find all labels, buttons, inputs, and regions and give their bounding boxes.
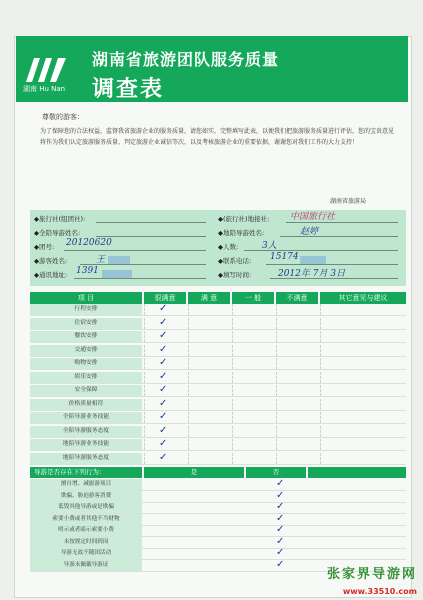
rating-cell[interactable] bbox=[144, 358, 189, 369]
watermark-title: 张家界导游网 bbox=[326, 567, 417, 582]
rating-cell[interactable] bbox=[232, 426, 277, 437]
rating-cell[interactable] bbox=[232, 304, 277, 315]
checkmark-icon: ✓ bbox=[276, 524, 285, 535]
row-label: 欺骗、胁迫游客消费 bbox=[30, 491, 142, 502]
phone-value[interactable]: 15174 bbox=[270, 252, 299, 262]
group-no-label: ◆团号: bbox=[34, 243, 55, 251]
rating-cell[interactable] bbox=[320, 439, 407, 450]
rating-cell[interactable] bbox=[188, 358, 233, 369]
watermark-url: www.33510.com bbox=[342, 587, 417, 596]
row-label: 住宿安排 bbox=[30, 318, 142, 329]
title-line2: 调查表 bbox=[92, 77, 165, 102]
rating-cell[interactable] bbox=[188, 345, 233, 356]
rating-cell[interactable] bbox=[144, 385, 189, 396]
logo-caption: 湖南 Hu Nan bbox=[23, 85, 66, 93]
group-no-line bbox=[64, 250, 206, 251]
local-guide-label: ◆地陪导游姓名: bbox=[218, 229, 265, 237]
fill-date-line bbox=[270, 278, 398, 279]
rating-cell[interactable] bbox=[276, 372, 321, 383]
checkmark-icon: ✓ bbox=[276, 512, 285, 524]
rating-cell[interactable] bbox=[276, 412, 321, 423]
table-row bbox=[30, 525, 406, 537]
full-guide-field[interactable] bbox=[96, 236, 206, 237]
col-item: 项 目 bbox=[30, 292, 142, 304]
rating-cell[interactable] bbox=[144, 372, 189, 383]
rating-cell[interactable] bbox=[232, 399, 277, 410]
checkmark-icon: ✓ bbox=[159, 357, 168, 368]
table-row bbox=[30, 412, 406, 424]
col-average: 一 般 bbox=[232, 292, 274, 304]
checkmark-icon: ✓ bbox=[276, 558, 285, 570]
people-count-label: ◆人数: bbox=[218, 243, 239, 251]
local-agency-value[interactable]: 中国旅行社 bbox=[290, 212, 336, 222]
checkmark-icon: ✓ bbox=[159, 438, 168, 449]
rating-cell[interactable] bbox=[188, 331, 233, 342]
checkmark-icon: ✓ bbox=[159, 370, 168, 382]
rating-cell[interactable] bbox=[276, 399, 321, 410]
address-line bbox=[74, 278, 206, 279]
rating-cell[interactable] bbox=[188, 453, 233, 464]
rating-cell[interactable] bbox=[320, 412, 407, 423]
rating-cell[interactable] bbox=[276, 426, 321, 437]
tourist-name-label: ◆游客姓名: bbox=[34, 257, 68, 265]
title-line1: 湖南省旅游团队服务质量 bbox=[92, 50, 280, 69]
table-row bbox=[30, 439, 406, 451]
rating-cell[interactable] bbox=[320, 331, 407, 342]
row-label: 导游无故不随团活动 bbox=[30, 548, 142, 559]
table-row bbox=[30, 491, 406, 503]
rating-cell[interactable] bbox=[188, 426, 233, 437]
rating-cell[interactable] bbox=[232, 439, 277, 450]
rating-cell[interactable] bbox=[320, 399, 407, 410]
col-blank bbox=[308, 467, 406, 478]
rating-cell[interactable] bbox=[320, 372, 407, 383]
col-yes: 是 bbox=[144, 467, 244, 478]
col-very-satisfied: 很满意 bbox=[144, 292, 186, 304]
rating-cell[interactable] bbox=[276, 453, 321, 464]
rating-cell[interactable] bbox=[276, 358, 321, 369]
checkmark-icon: ✓ bbox=[276, 535, 285, 547]
table-row bbox=[30, 502, 406, 514]
rating-cell[interactable] bbox=[188, 304, 233, 315]
local-agency-line bbox=[286, 222, 398, 223]
checkmark-icon: ✓ bbox=[276, 501, 285, 512]
checkmark-icon: ✓ bbox=[276, 547, 285, 558]
phone-label: ◆联系电话: bbox=[218, 257, 252, 265]
rating-cell[interactable] bbox=[276, 439, 321, 450]
table-row bbox=[30, 358, 406, 370]
tourist-name-value[interactable]: 王 bbox=[96, 255, 106, 265]
signature: 湖南省旅游局 bbox=[330, 198, 367, 205]
org-agency-field[interactable] bbox=[96, 222, 206, 223]
greeting: 尊敬的游客： bbox=[42, 113, 84, 121]
people-count-value[interactable]: 3人 bbox=[262, 241, 277, 251]
tourist-name-line bbox=[80, 264, 206, 265]
table-row bbox=[30, 399, 406, 411]
people-count-line bbox=[244, 250, 398, 251]
table-row bbox=[30, 331, 406, 343]
row-label: 诋毁其他导游或是欺骗 bbox=[30, 502, 142, 513]
rating-cell[interactable] bbox=[144, 426, 189, 437]
checkmark-icon: ✓ bbox=[276, 478, 285, 489]
behavior-header: 导游是否存在下列行为： bbox=[30, 467, 142, 478]
org-agency-label: ◆旅行社(组团社): bbox=[34, 215, 86, 223]
table-row bbox=[30, 514, 406, 526]
checkmark-icon: ✓ bbox=[159, 424, 168, 436]
redaction-mark bbox=[300, 256, 326, 264]
rating-cell[interactable] bbox=[276, 318, 321, 329]
rating-cell[interactable] bbox=[320, 345, 407, 356]
row-label: 全陪导游业务技能 bbox=[30, 412, 142, 423]
checkmark-icon: ✓ bbox=[276, 489, 285, 501]
checkmark-icon: ✓ bbox=[159, 451, 168, 463]
table-row bbox=[30, 318, 406, 330]
rating-cell[interactable] bbox=[276, 345, 321, 356]
table-row bbox=[30, 426, 406, 438]
rating-cell[interactable] bbox=[144, 304, 189, 315]
row-label: 擅自增、减旅游项目 bbox=[30, 479, 142, 490]
redaction-mark bbox=[102, 270, 132, 278]
table-row bbox=[30, 479, 406, 491]
group-no-value[interactable]: 20120620 bbox=[66, 238, 112, 248]
row-label: 明示或者暗示索要小费 bbox=[30, 525, 142, 536]
rating-cell[interactable] bbox=[144, 439, 189, 450]
rating-cell[interactable] bbox=[276, 304, 321, 315]
rating-cell[interactable] bbox=[144, 399, 189, 410]
col-unsatisfied: 不满意 bbox=[276, 292, 318, 304]
rating-cell[interactable] bbox=[144, 318, 189, 329]
rating-cell[interactable] bbox=[188, 439, 233, 450]
fill-date-label: ◆填写时间: bbox=[218, 271, 252, 279]
local-agency-label: ◆(旅行社)地接社: bbox=[218, 215, 270, 223]
row-label: 全陪导游服务态度 bbox=[30, 426, 142, 437]
redaction-mark bbox=[108, 256, 130, 264]
table-row bbox=[30, 304, 406, 316]
rating-cell[interactable] bbox=[144, 412, 189, 423]
row-label: 购物安排 bbox=[30, 358, 142, 369]
rating-cell[interactable] bbox=[232, 318, 277, 329]
row-label: 地陪导游服务态度 bbox=[30, 453, 142, 464]
rating-cell[interactable] bbox=[188, 318, 233, 329]
rating-cell[interactable] bbox=[188, 412, 233, 423]
rating-cell[interactable] bbox=[320, 426, 407, 437]
col-satisfied: 满 意 bbox=[188, 292, 230, 304]
checkmark-icon: ✓ bbox=[159, 384, 168, 395]
rating-cell[interactable] bbox=[144, 453, 189, 464]
rating-cell[interactable] bbox=[144, 345, 189, 356]
address-value[interactable]: 1391 bbox=[76, 266, 99, 276]
row-label: 地陪导游业务技能 bbox=[30, 439, 142, 450]
rating-cell[interactable] bbox=[276, 385, 321, 396]
intro-paragraph: 为了保障您的合法权益，监督我省旅游企业的服务质量，请您如实、完整填写此表，以便我们把旅游服务质量进行评估，您的宝贵意见将作为我们认定旅游服务质量、判定旅游企业诚信等次、以及考核旅游企业的重要依据，谢谢您对我们工作的大力支持！ bbox=[40, 128, 395, 146]
full-guide-label: ◆全陪导游姓名: bbox=[34, 229, 81, 237]
col-comments: 其它意见与建议 bbox=[320, 292, 406, 304]
address-label: ◆通讯地址: bbox=[34, 271, 68, 279]
phone-line bbox=[266, 264, 398, 265]
col-no: 否 bbox=[246, 467, 306, 478]
table-row bbox=[30, 548, 406, 560]
rating-cell[interactable] bbox=[232, 345, 277, 356]
table-row bbox=[30, 345, 406, 357]
rating-cell[interactable] bbox=[276, 331, 321, 342]
checkmark-icon: ✓ bbox=[159, 343, 168, 355]
rating-cell[interactable] bbox=[232, 453, 277, 464]
rating-cell[interactable] bbox=[144, 331, 189, 342]
checkmark-icon: ✓ bbox=[159, 330, 168, 341]
row-label: 行程安排 bbox=[30, 304, 142, 315]
table-row bbox=[30, 372, 406, 384]
rating-cell[interactable] bbox=[320, 304, 407, 315]
rating-cell[interactable] bbox=[232, 372, 277, 383]
checkmark-icon: ✓ bbox=[159, 316, 168, 328]
checkmark-icon: ✓ bbox=[159, 397, 168, 409]
row-label: 导游未佩戴导游证 bbox=[30, 560, 142, 571]
fill-date-value[interactable]: 2012年 7月 3日 bbox=[278, 269, 346, 279]
row-label: 索要小费或者其他不当财物 bbox=[30, 514, 142, 525]
rating-cell[interactable] bbox=[320, 385, 407, 396]
checkmark-icon: ✓ bbox=[159, 303, 168, 314]
table-row bbox=[30, 453, 406, 465]
rating-cell[interactable] bbox=[232, 331, 277, 342]
row-label: 价格质量相符 bbox=[30, 399, 142, 410]
rating-cell[interactable] bbox=[188, 399, 233, 410]
table-row bbox=[30, 385, 406, 397]
row-label: 交通安排 bbox=[30, 345, 142, 356]
row-label: 未按规定时间到岗 bbox=[30, 537, 142, 548]
rating-cell[interactable] bbox=[232, 412, 277, 423]
rating-cell[interactable] bbox=[232, 385, 277, 396]
table-row bbox=[30, 537, 406, 549]
rating-cell[interactable] bbox=[188, 372, 233, 383]
row-label: 餐饮安排 bbox=[30, 331, 142, 342]
local-guide-value[interactable]: 赵婷 bbox=[300, 227, 319, 237]
rating-cell[interactable] bbox=[320, 453, 407, 464]
row-label: 安全保障 bbox=[30, 385, 142, 396]
rating-cell[interactable] bbox=[232, 358, 277, 369]
rating-cell[interactable] bbox=[188, 385, 233, 396]
row-label: 娱乐安排 bbox=[30, 372, 142, 383]
local-guide-line bbox=[280, 236, 398, 237]
checkmark-icon: ✓ bbox=[159, 411, 168, 422]
rating-cell[interactable] bbox=[320, 358, 407, 369]
rating-cell[interactable] bbox=[320, 318, 407, 329]
